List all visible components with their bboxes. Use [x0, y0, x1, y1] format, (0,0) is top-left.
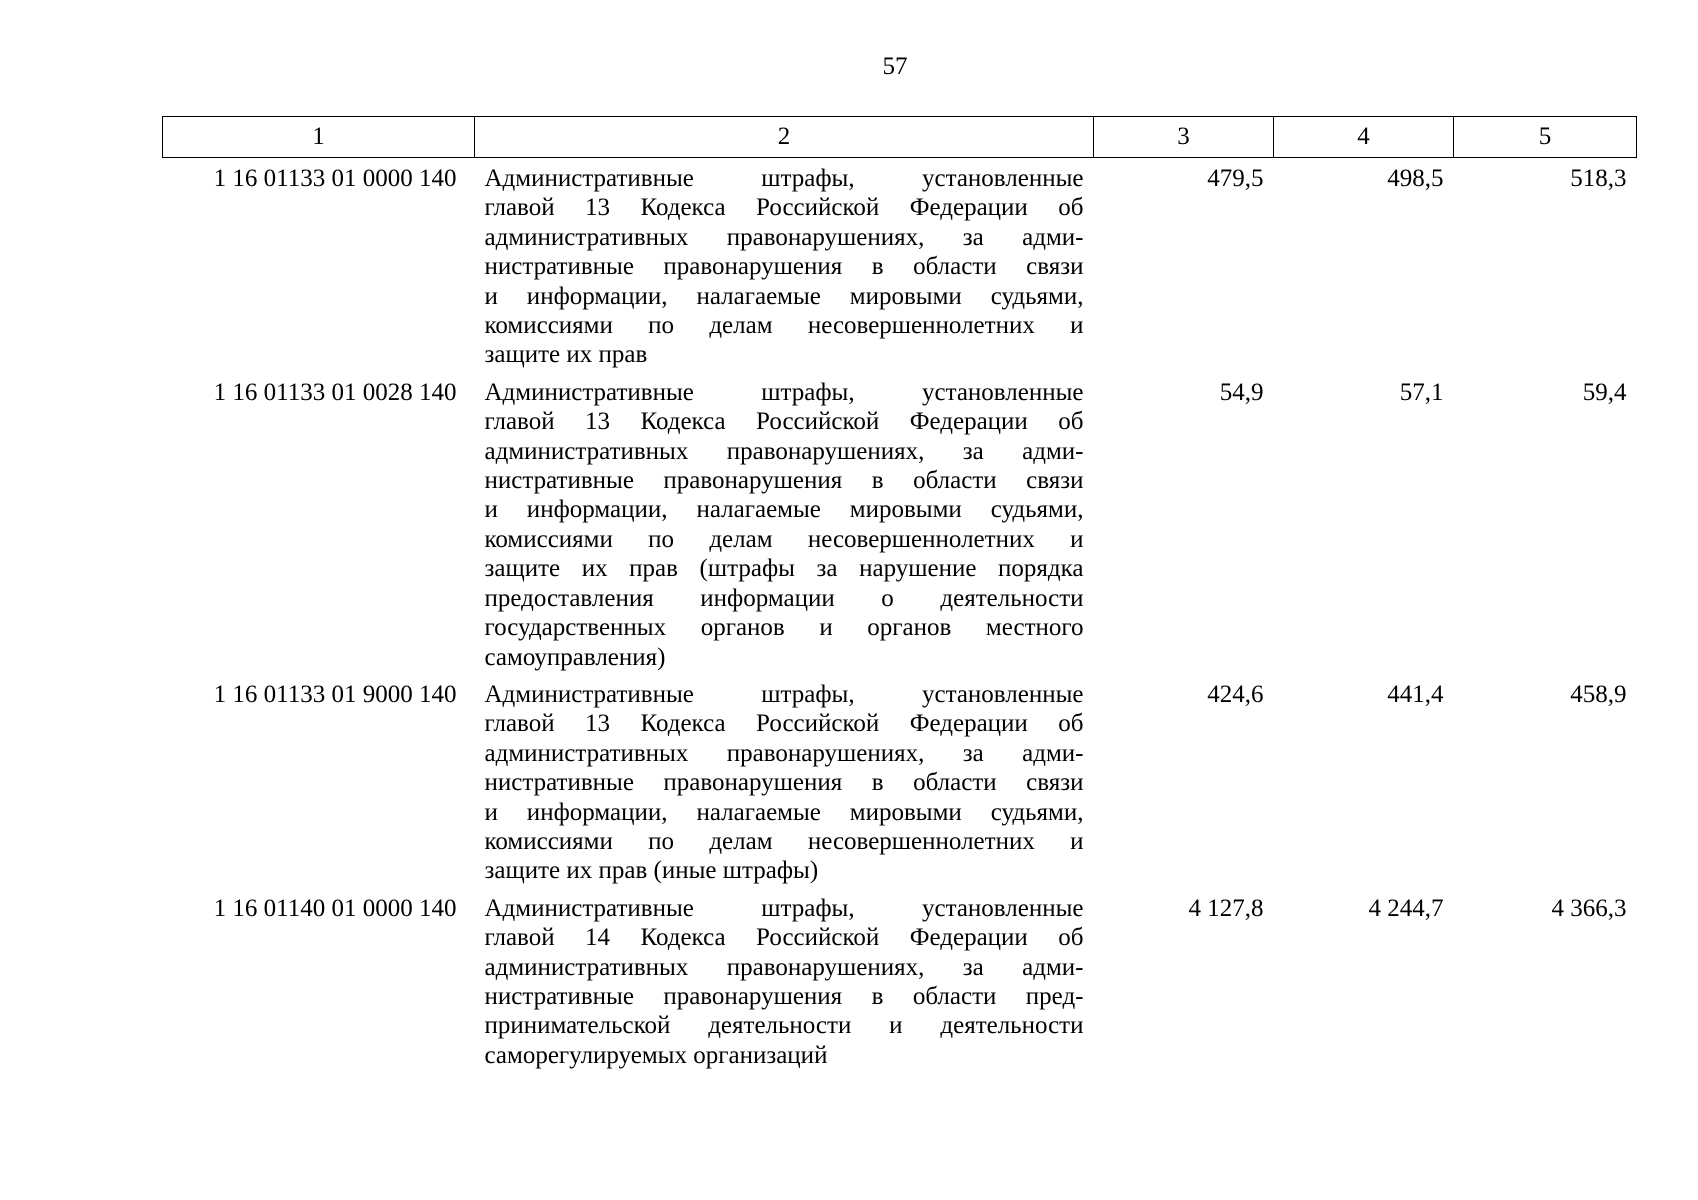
description-line: административных правонарушениях, за адми- [484, 953, 1084, 981]
value-col-5: 518,3 [1570, 165, 1627, 192]
value-col-3: 4 127,8 [1188, 894, 1264, 922]
header-col-4: 4 [1274, 117, 1454, 158]
value-col-5: 458,9 [1570, 680, 1627, 708]
description-line: защите их прав (штрафы за нарушение порядка [484, 555, 1084, 583]
header-col-5: 5 [1454, 117, 1637, 158]
value-col-4: 441,4 [1387, 680, 1444, 708]
description [475, 680, 1094, 894]
page-number: 57 [882, 53, 908, 80]
table-row [163, 158, 1637, 378]
budget-code: 1 16 01140 01 0000 140 [213, 894, 457, 922]
description-line: Административные штрафы, установленные [484, 165, 1084, 192]
description-line: административных правонарушениях, за адми- [484, 437, 1084, 465]
description-line: защите их прав (иные штрафы) [484, 857, 819, 885]
description-line: комиссиями по делам несовершеннолетних и [484, 525, 1084, 553]
header-col-1: 1 [163, 117, 475, 158]
description-line: нистративные правонарушения в области связи [484, 253, 1084, 281]
budget-code: 1 16 01133 01 0000 140 [213, 165, 457, 192]
description-line: главой 14 Кодекса Российской Федерации об [484, 924, 1084, 952]
description-line: комиссиями по делам несовершеннолетних и [484, 312, 1084, 340]
value-col-5: 59,4 [1582, 378, 1627, 406]
description-line: административных правонарушениях, за адми- [484, 739, 1084, 767]
description-line: и информации, налагаемые мировыми судьями, [484, 496, 1084, 524]
table-row [163, 894, 1637, 1078]
description-line: государственных органов и органов местного [484, 614, 1084, 642]
value-col-5: 4 366,3 [1551, 894, 1627, 922]
description-line: административных правонарушениях, за адми- [484, 223, 1084, 251]
header-col-2: 2 [475, 117, 1094, 158]
description [475, 894, 1094, 1078]
description-line: саморегулируемых организаций [484, 1041, 828, 1069]
table-row [163, 378, 1637, 680]
table-header [163, 117, 1637, 158]
description-line: нистративные правонарушения в области связи [484, 467, 1084, 495]
value-col-4: 4 244,7 [1368, 894, 1444, 922]
description-line: нистративные правонарушения в области пред- [484, 982, 1084, 1010]
description-line: Административные штрафы, установленные [484, 378, 1084, 406]
description-line: и информации, налагаемые мировыми судьями, [484, 282, 1084, 310]
budget-code: 1 16 01133 01 0028 140 [213, 378, 457, 406]
budget-code: 1 16 01133 01 9000 140 [213, 680, 457, 708]
description-line: главой 13 Кодекса Российской Федерации об [484, 408, 1084, 436]
description-line: защите их прав [484, 341, 648, 369]
description-line: Административные штрафы, установленные [484, 894, 1084, 922]
description-line: главой 13 Кодекса Российской Федерации об [484, 710, 1084, 738]
value-col-4: 498,5 [1387, 165, 1444, 192]
value-col-3: 479,5 [1207, 165, 1264, 192]
description [475, 378, 1094, 680]
description-line: Административные штрафы, установленные [484, 680, 1084, 708]
header-col-3: 3 [1094, 117, 1274, 158]
description [475, 158, 1094, 378]
value-col-3: 54,9 [1219, 378, 1264, 406]
table-body [163, 158, 1637, 1079]
description-line: комиссиями по делам несовершеннолетних и [484, 827, 1084, 855]
description-line: самоуправления) [484, 643, 666, 671]
description-line: главой 13 Кодекса Российской Федерации об [484, 194, 1084, 222]
table-row [163, 680, 1637, 894]
description-line: нистративные правонарушения в области связи [484, 769, 1084, 797]
value-col-3: 424,6 [1207, 680, 1264, 708]
description-line: принимательской деятельности и деятельности [484, 1012, 1084, 1040]
description-line: и информации, налагаемые мировыми судьями, [484, 798, 1084, 826]
description-line: предоставления информации о деятельности [484, 584, 1084, 612]
budget-table [162, 116, 1637, 1078]
value-col-4: 57,1 [1399, 378, 1444, 406]
